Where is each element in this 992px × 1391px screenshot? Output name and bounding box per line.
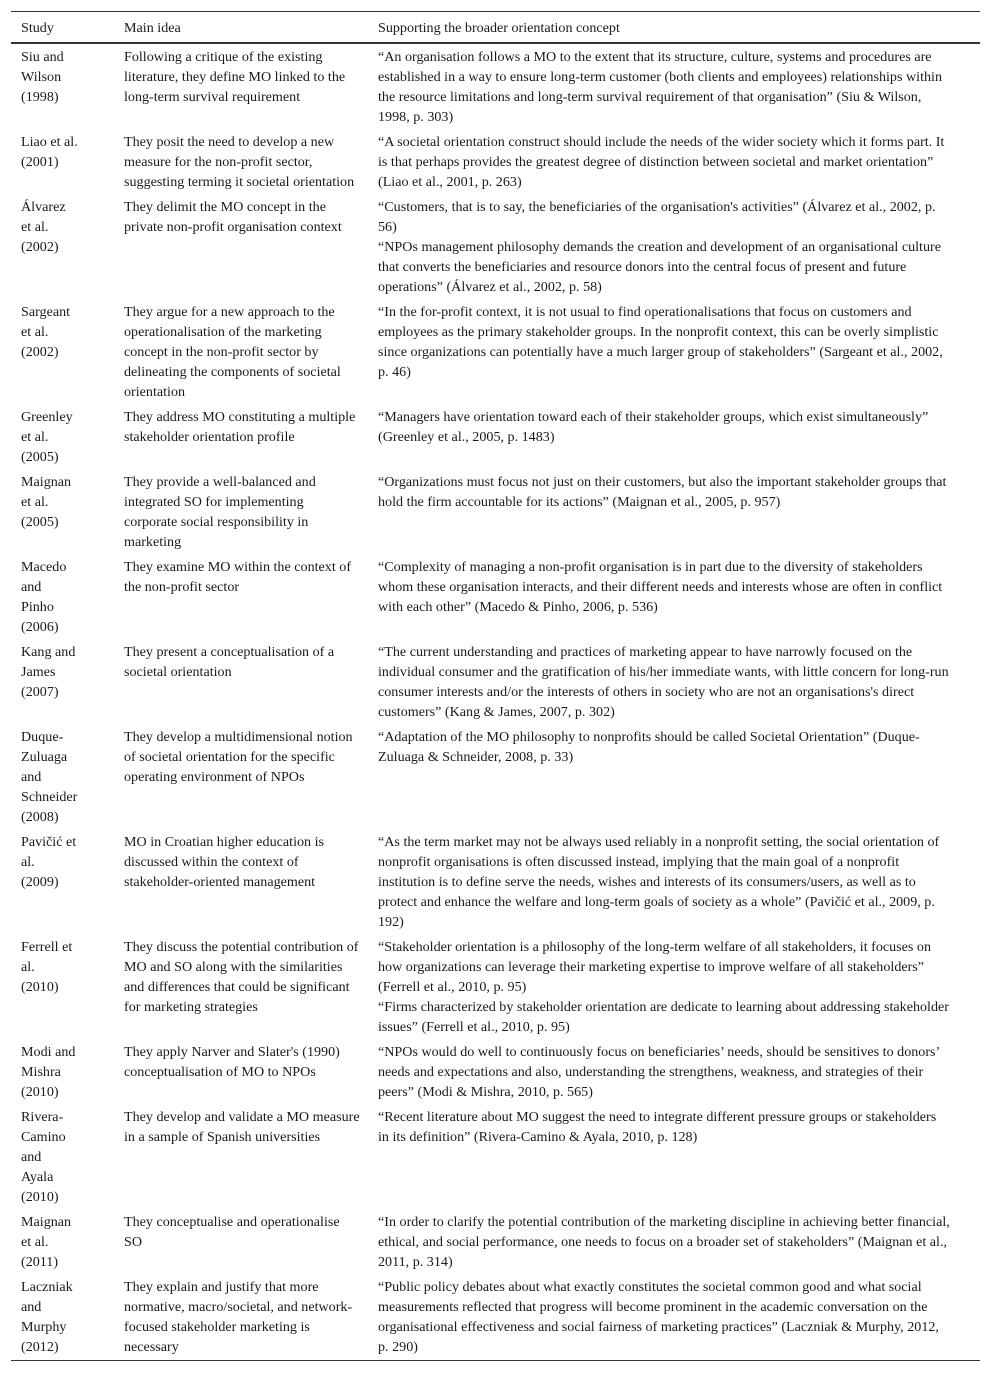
quote-text: “A societal orientation construct should include the needs of the wider society which it forms part. It is that perhaps provides the greatest degree of distinction between societal and market orientation” (Liao et al., 2001, p. 263) — [378, 134, 945, 190]
study-line: Maignan — [21, 474, 72, 490]
study-line: Maignan — [21, 1214, 72, 1230]
cell-supporting-quote — [368, 197, 980, 297]
quote-text: “In the for-profit context, it is not usual to find operationalisations that focus on customers and employees as the primary stakeholder groups. In the nonprofit context, this can be overly simplistic since organizations can potentially have a much larger group of stakeholders” (Sargeant et al., 2002, p. 46) — [378, 304, 943, 380]
cell-supporting-quote — [368, 727, 980, 827]
cell-supporting-quote — [368, 1212, 980, 1272]
study-line: (2010) — [21, 979, 59, 995]
study-line: et al. — [21, 494, 49, 510]
study-line: al. — [21, 959, 35, 975]
study-line: (2005) — [21, 449, 59, 465]
cell-supporting-quote — [368, 47, 980, 127]
study-line: (2007) — [21, 684, 59, 700]
study-line: et al. — [21, 324, 49, 340]
cell-main-idea: They conceptualise and operationalise SO — [124, 1214, 340, 1250]
study-line: et al. — [21, 219, 49, 235]
study-line: and — [21, 1299, 42, 1315]
table-row — [11, 554, 980, 639]
quote-text: “In order to clarify the potential contribution of the marketing discipline in achieving better financial, ethical, and social performance, one needs to focus on a broader set of stakeholders” (Maignan et al., 2011, p. 314) — [378, 1214, 950, 1270]
cell-main-idea: They delimit the MO concept in the private non-profit organisation context — [124, 199, 342, 235]
study-line: (2012) — [21, 1339, 59, 1355]
study-line: Mishra — [21, 1064, 61, 1080]
table-row — [11, 934, 980, 1039]
cell-main-idea: They apply Narver and Slater's (1990) conceptualisation of MO to NPOs — [124, 1044, 340, 1080]
study-line: (2010) — [21, 1189, 59, 1205]
study-line: (1998) — [21, 89, 59, 105]
study-line: and — [21, 579, 42, 595]
table-row — [11, 724, 980, 829]
quote-text: “Stakeholder orientation is a philosophy of the long-term welfare of all stakeholders, it focuses on how organizations can leverage their marketing expertise to improve welfare of all stakeholders” (Ferrell et al., 2010, p. 95) — [378, 939, 932, 995]
study-line: Álvarez — [21, 199, 66, 215]
cell-main-idea: They develop a multidimensional notion of societal orientation for the specific operating environment of NPOs — [124, 729, 353, 785]
quote-text: “Customers, that is to say, the beneficiaries of the organisation's activities” (Álvarez et al., 2002, p. 56) — [378, 199, 936, 235]
study-line: Duque- — [21, 729, 64, 745]
cell-study — [11, 197, 114, 297]
study-line: Macedo — [21, 559, 67, 575]
cell-main-idea: They develop and validate a MO measure in a sample of Spanish universities — [124, 1109, 360, 1145]
study-line: Wilson — [21, 69, 62, 85]
study-line: Murphy — [21, 1319, 67, 1335]
cell-supporting-quote — [368, 832, 980, 932]
quote-text: “Adaptation of the MO philosophy to nonprofits should be called Societal Orientation” (Duque-Zuluaga & Schneider, 2008, p. 33) — [378, 729, 920, 765]
study-line: and — [21, 1149, 42, 1165]
cell-supporting-quote — [368, 302, 980, 402]
cell-study — [11, 937, 114, 1037]
cell-study — [11, 1212, 114, 1272]
cell-study — [11, 302, 114, 402]
quote-text: “Complexity of managing a non-profit organisation is in part due to the diversity of stakeholders whom these organisation interacts, and their different needs and interests whose are often in conflict with each other” (Macedo & Pinho, 2006, p. 536) — [378, 559, 943, 615]
study-line: Greenley — [21, 409, 73, 425]
quote-text: “As the term market may not be always used reliably in a nonprofit setting, the social orientation of nonprofit organisations is often discussed instead, implying that the main goal of a nonprofit institution is to define serve the needs, wishes and interests of its consumers/users, as well as to protect and enhance the welfare and long-term goals of society as a whole” (Pavičić et al., 2009, p. 192) — [378, 834, 940, 930]
table-row — [11, 1274, 980, 1359]
study-line: Modi and — [21, 1044, 76, 1060]
study-line: Pavičić et — [21, 834, 77, 850]
study-line: Laczniak — [21, 1279, 73, 1295]
study-line: Pinho — [21, 599, 54, 615]
cell-study — [11, 557, 114, 637]
cell-main-idea: Following a critique of the existing literature, they define MO linked to the long-term survival requirement — [124, 49, 346, 105]
cell-supporting-quote — [368, 472, 980, 552]
quote-text: “An organisation follows a MO to the extent that its structure, culture, systems and procedures are established in a way to ensure long-term customer (both clients and employees) relationships within the resource limitations and long-term survival requirement of that organisation” (Siu & Wilson, 1998, p. 303) — [378, 49, 943, 125]
quote-text: “Firms characterized by stakeholder orientation are dedicate to learning about addressing stakeholder issues” (Ferrell et al., 2010, p. 95) — [378, 999, 949, 1035]
study-line: Kang and — [21, 644, 76, 660]
table-row — [11, 44, 980, 129]
quote-text: “NPOs would do well to continuously focus on beneficiaries’ needs, should be sensitives to donors’ needs and expectations and also, understanding the strengthens, weakness, and strategies of their peers” (Modi & Mishra, 2010, p. 565) — [378, 1044, 940, 1100]
cell-supporting-quote — [368, 1107, 980, 1207]
cell-main-idea: They discuss the potential contribution of MO and SO along with the similarities and differences that could be significant for marketing strategies — [124, 939, 359, 1015]
table-row — [11, 639, 980, 724]
cell-study — [11, 832, 114, 932]
table-row — [11, 1039, 980, 1104]
cell-study — [11, 1277, 114, 1357]
study-line: and — [21, 769, 42, 785]
cell-main-idea: They posit the need to develop a new measure for the non-profit sector, suggesting terming it societal orientation — [124, 134, 355, 190]
cell-supporting-quote — [368, 407, 980, 467]
study-line: Sargeant — [21, 304, 71, 320]
study-line: (2006) — [21, 619, 59, 635]
study-line: (2010) — [21, 1084, 59, 1100]
table-row — [11, 404, 980, 469]
study-line: et al. — [21, 1234, 49, 1250]
cell-supporting-quote — [368, 937, 980, 1037]
cell-main-idea: MO in Croatian higher education is discussed within the context of stakeholder-oriented management — [124, 834, 325, 890]
study-line: (2002) — [21, 239, 59, 255]
table-row — [11, 1209, 980, 1274]
quote-text: “Recent literature about MO suggest the need to integrate different pressure groups or stakeholders in its definition” (Rivera-Camino & Ayala, 2010, p. 128) — [378, 1109, 937, 1145]
literature-table — [11, 11, 980, 1361]
cell-main-idea: They argue for a new approach to the operationalisation of the marketing concept in the non-profit sector by delineating the components of societal orientation — [124, 304, 341, 400]
cell-study — [11, 47, 114, 127]
study-line: Liao et al. — [21, 134, 78, 150]
quote-text: “The current understanding and practices of marketing appear to have narrowly focused on the individual consumer and the gratification of his/her immediate wants, with little concern for long-run consumer interests and/or the interests of others in society who are not an organisations's direct customers” (Kang & James, 2007, p. 302) — [378, 644, 949, 720]
quote-text: “Managers have orientation toward each of their stakeholder groups, which exist simultaneously” (Greenley et al., 2005, p. 1483) — [378, 409, 929, 445]
table-row — [11, 829, 980, 934]
study-line: (2001) — [21, 154, 59, 170]
cell-study — [11, 1107, 114, 1207]
table-row — [11, 469, 980, 554]
study-line: Schneider — [21, 789, 78, 805]
cell-main-idea: They address MO constituting a multiple stakeholder orientation profile — [124, 409, 356, 445]
study-line: et al. — [21, 429, 49, 445]
cell-main-idea: They examine MO within the context of the non-profit sector — [124, 559, 352, 595]
cell-study — [11, 132, 114, 192]
table-row — [11, 129, 980, 194]
table-row — [11, 194, 980, 299]
cell-study — [11, 1042, 114, 1102]
cell-study — [11, 727, 114, 827]
study-line: Camino — [21, 1129, 66, 1145]
cell-study — [11, 472, 114, 552]
cell-study — [11, 407, 114, 467]
cell-study — [11, 642, 114, 722]
cell-main-idea: They present a conceptualisation of a societal orientation — [124, 644, 335, 680]
cell-supporting-quote — [368, 642, 980, 722]
cell-supporting-quote — [368, 1277, 980, 1357]
quote-text: “Public policy debates about what exactly constitutes the societal common good and what social measurements reflected that progress will become prominent in the academic conversation on the organisational effectiveness and social fairness of marketing practices” (Laczniak & Murphy, 2012, p. 290) — [378, 1279, 939, 1355]
study-line: (2011) — [21, 1254, 59, 1270]
table-bottom-rule — [11, 1360, 980, 1361]
table-header — [11, 12, 980, 44]
table-body — [11, 44, 980, 1359]
header-study: Study — [21, 20, 54, 36]
study-line: (2005) — [21, 514, 59, 530]
study-line: al. — [21, 854, 35, 870]
study-line: Siu and — [21, 49, 64, 65]
header-main-idea: Main idea — [124, 20, 181, 36]
cell-supporting-quote — [368, 1042, 980, 1102]
quote-text: “NPOs management philosophy demands the creation and development of an organisational culture that converts the beneficiaries and resource donors into the central focus of present and future operations” (Álvarez et al., 2002, p. 58) — [378, 239, 941, 295]
study-line: Ferrell et — [21, 939, 73, 955]
study-line: Rivera- — [21, 1109, 64, 1125]
study-line: Zuluaga — [21, 749, 68, 765]
cell-main-idea: They provide a well-balanced and integrated SO for implementing corporate social responsibility in marketing — [124, 474, 316, 550]
cell-supporting-quote — [368, 132, 980, 192]
table-row — [11, 299, 980, 404]
header-supporting-concept: Supporting the broader orientation concept — [378, 20, 620, 36]
study-line: Ayala — [21, 1169, 54, 1185]
study-line: (2009) — [21, 874, 59, 890]
cell-supporting-quote — [368, 557, 980, 637]
study-line: (2002) — [21, 344, 59, 360]
cell-main-idea: They explain and justify that more normative, macro/societal, and network-focused stakeholder marketing is necessary — [124, 1279, 353, 1355]
table-row — [11, 1104, 980, 1209]
study-line: (2008) — [21, 809, 59, 825]
study-line: James — [21, 664, 56, 680]
quote-text: “Organizations must focus not just on their customers, but also the important stakeholder groups that hold the firm accountable for its actions” (Maignan et al., 2005, p. 957) — [378, 474, 947, 510]
